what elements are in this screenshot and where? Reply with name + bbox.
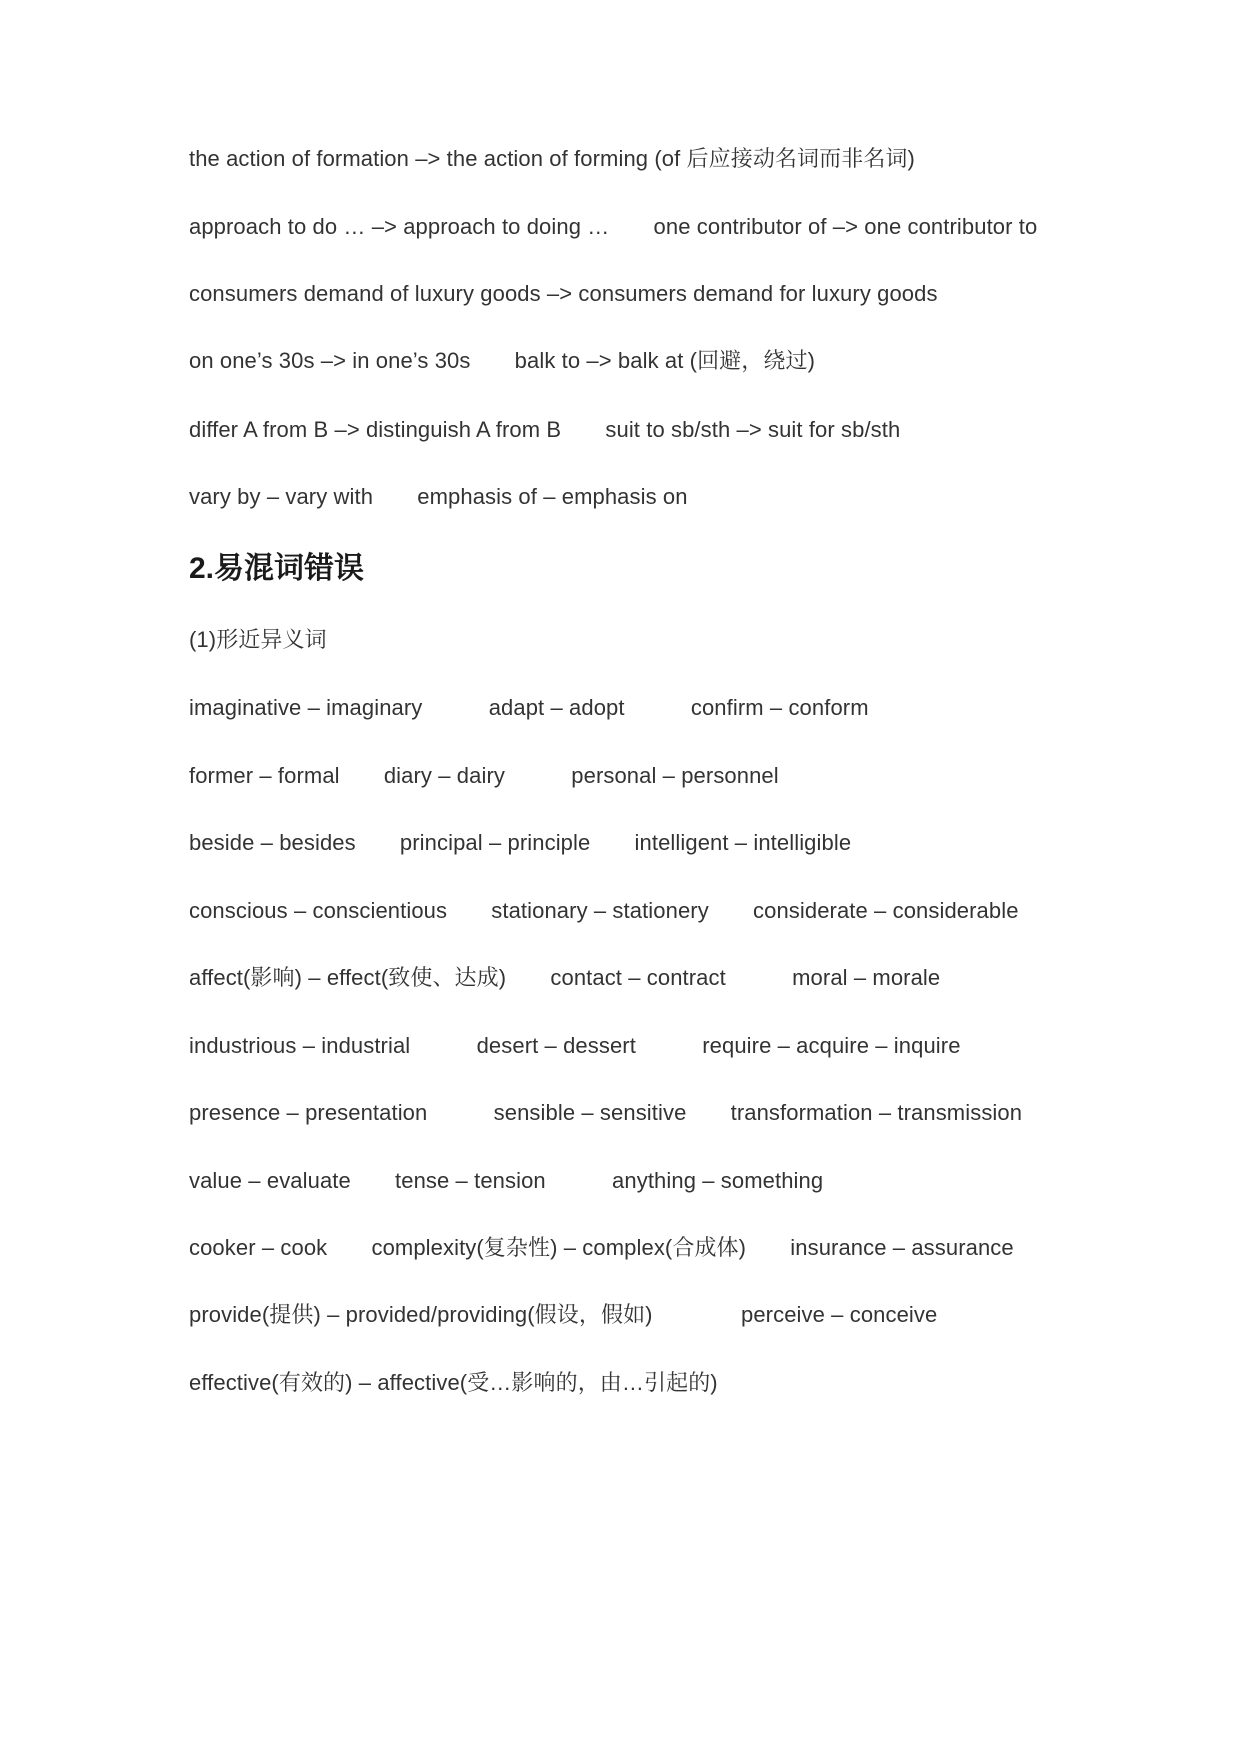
text-line: provide(提供) – provided/providing(假设，假如) perceive – conceive [189,1302,938,1327]
text-line: vary by – vary with emphasis of – emphasis on [189,484,688,509]
text-line: beside – besides principal – principle intelligent – intelligible [189,830,852,855]
section-heading: 2.易混词错误 [189,552,365,585]
text-line: consumers demand of luxury goods –> consumers demand for luxury goods [189,281,938,306]
subheading: (1)形近异义词 [189,627,327,652]
text-line: effective(有效的) – affective(受…影响的，由…引起的) [189,1370,718,1395]
text-line: industrious – industrial desert – dessert require – acquire – inquire [189,1033,961,1058]
text-line: differ A from B –> distinguish A from B suit to sb/sth –> suit for sb/sth [189,417,901,442]
text-line: value – evaluate tense – tension anything – something [189,1168,824,1193]
text-line: former – formal diary – dairy personal – personnel [189,763,779,788]
text-line: affect(影响) – effect(致使、达成) contact – contract moral – morale [189,965,941,990]
text-line: presence – presentation sensible – sensitive transformation – transmission [189,1100,1023,1125]
text-line: conscious – conscientious stationary – stationery considerate – considerable [189,898,1019,923]
text-line: cooker – cook complexity(复杂性) – complex(合成体) insurance – assurance [189,1235,1014,1260]
text-line: the action of formation –> the action of forming (of 后应接动名词而非名词) [189,146,915,171]
text-line: on one’s 30s –> in one’s 30s balk to –> balk at (回避，绕过) [189,348,815,373]
text-line: imaginative – imaginary adapt – adopt confirm – conform [189,695,869,720]
text-line: approach to do … –> approach to doing … one contributor of –> one contributor to [189,214,1038,239]
